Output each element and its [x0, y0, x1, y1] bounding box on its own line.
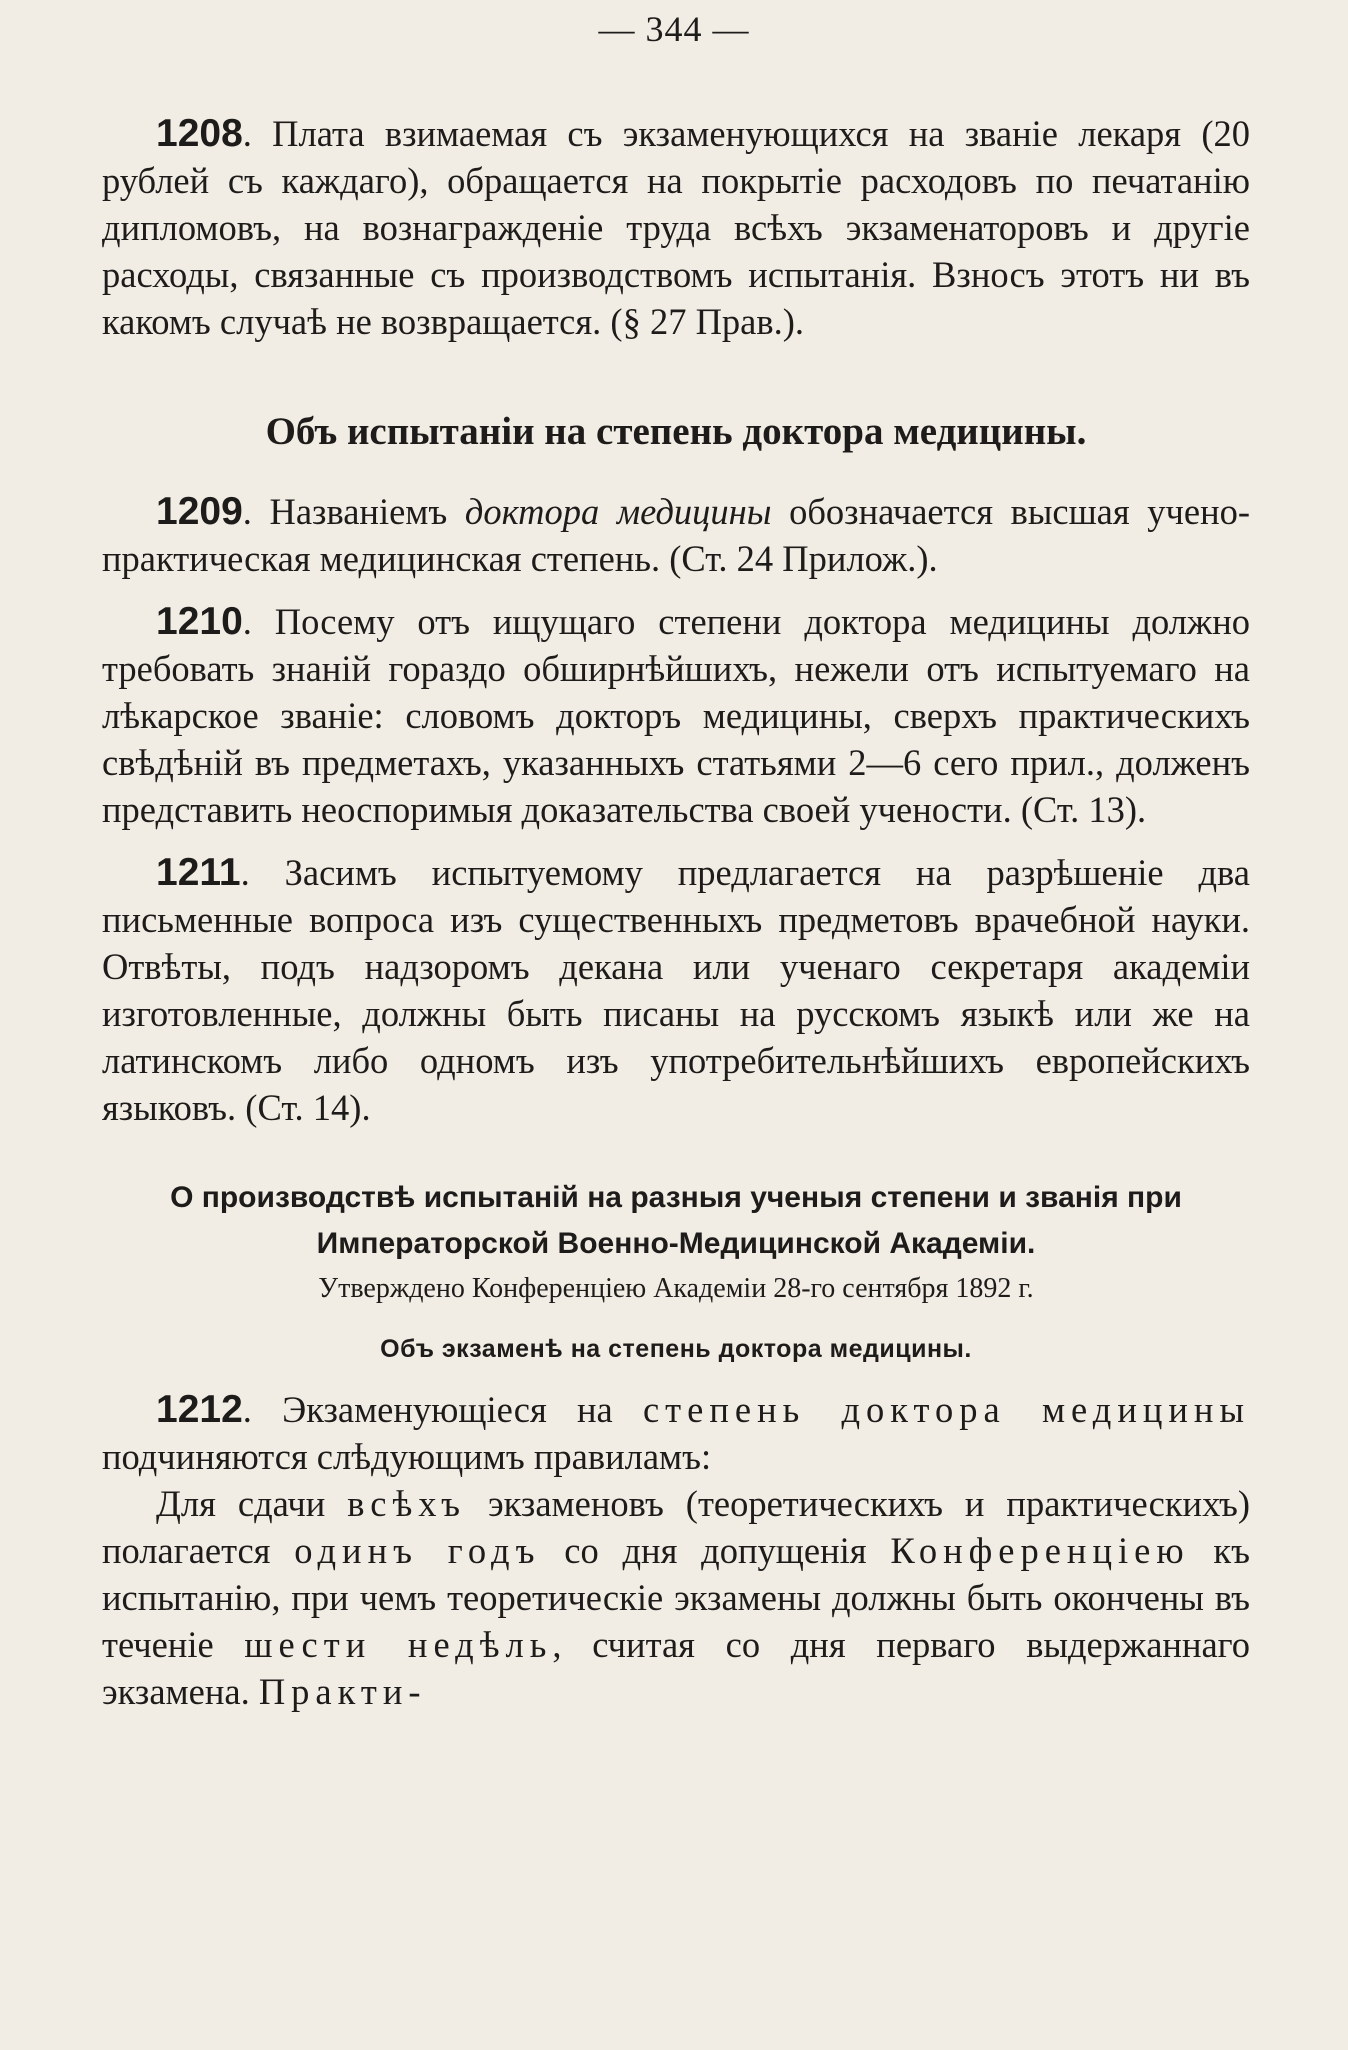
article-1210	[102, 598, 1250, 833]
article-text: подчиняются слѣдующимъ правиламъ:	[102, 1436, 712, 1477]
exam-subheading: Объ экзаменѣ на степень доктора медицины.	[380, 1335, 972, 1363]
page-content	[102, 102, 1250, 1715]
approval-note: Утверждено Конференціею Академіи 28-го сентября 1892 г.	[318, 1273, 1034, 1304]
article-text: . Экзаменующіеся на	[242, 1389, 643, 1430]
regulation-title-line2: Императорской Военно-Медицинской Академіи.	[316, 1227, 1036, 1260]
page-number: — 344 —	[598, 9, 750, 49]
spaced-emphasis: Конференціею	[890, 1530, 1190, 1571]
article-number: 1210	[156, 600, 243, 643]
article-text: , считая со дня перваго выдержаннаго экзамена.	[102, 1624, 1250, 1712]
spaced-emphasis: шести недѣль	[244, 1624, 553, 1665]
article-text: къ испытанію, при чемъ теоретическіе экзамены должны быть окончены въ теченіе	[102, 1530, 1250, 1665]
article-text: . Названіемъ	[242, 491, 465, 532]
article-1211	[102, 849, 1250, 1131]
regulation-title-line1: О производствѣ испытаній на разныя ученыя степени и званія при	[170, 1181, 1182, 1214]
article-text: со дня допущенія	[540, 1530, 891, 1571]
article-number: 1208	[156, 112, 243, 155]
article-text: . Посему отъ ищущаго степени доктора медицины должно требовать знаній гораздо обширнѣйшихъ, нежели отъ испытуемаго на лѣкарское званіе: словомъ докторъ медицины, сверхъ практическихъ свѣдѣній въ предметахъ, указанныхъ статьями 2—6 сего прил., долженъ представить неоспоримыя доказательства своей учености. (Ст. 13).	[102, 601, 1250, 830]
article-text: . Засимъ испытуемому предлагается на разрѣшеніе два письменные вопроса изъ существенныхъ предметовъ врачебной науки. Отвѣты, подъ надзоромъ декана или ученаго секретаря академіи изготовленные, должны быть писаны на русскомъ языкѣ или же на латинскомъ либо одномъ изъ употребительнѣйшихъ европейскихъ языковъ. (Ст. 14).	[102, 852, 1250, 1128]
article-1212	[102, 1386, 1250, 1480]
article-text: Для сдачи	[156, 1483, 348, 1524]
article-1212-continuation	[102, 1480, 1250, 1715]
emphasized-term: доктора медицины	[464, 491, 772, 532]
spaced-emphasis: всѣхъ	[347, 1483, 467, 1524]
article-number: 1209	[156, 490, 243, 533]
article-1208	[102, 110, 1250, 345]
article-text: обозначается высшая учено-практическая медицинская степень. (Ст. 24 Прилож.).	[102, 491, 1251, 579]
article-number: 1211	[156, 851, 241, 894]
article-text: . Плата взимаемая съ экзаменующихся на званіе лекаря (20 рублей съ каждаго), обращается на покрытіе расходовъ по печатанію дипломовъ, на вознагражденіе труда всѣхъ экзаменаторовъ и другіе расходы, связанные съ производствомъ испытанія. Взносъ этотъ ни въ какомъ случаѣ не возвращается. (§ 27 Прав.).	[102, 113, 1250, 342]
spaced-emphasis: Практи-	[258, 1671, 427, 1712]
article-text: экзаменовъ (теоретическихъ и практическихъ) полагается	[102, 1483, 1250, 1571]
spaced-emphasis: одинъ годъ	[294, 1530, 541, 1571]
article-number: 1212	[156, 1388, 243, 1431]
section-heading: Объ испытаніи на степень доктора медицины.	[265, 410, 1087, 453]
spaced-emphasis: степень доктора медицины	[642, 1389, 1250, 1430]
article-1209	[102, 488, 1250, 582]
